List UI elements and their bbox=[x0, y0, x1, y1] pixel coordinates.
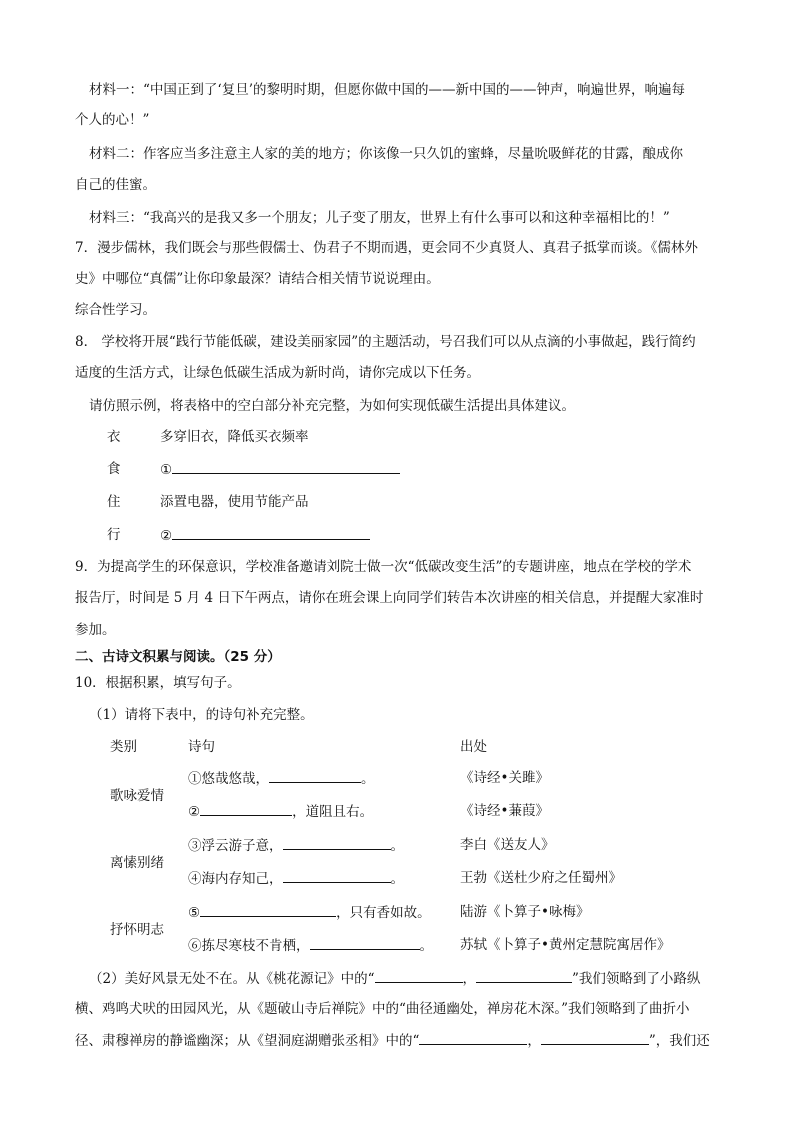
sub-2-line-3-text-a: 径、肃穆禅房的静谧幽深；从《望洞庭湖赠张丞相》中的“ bbox=[75, 1033, 420, 1049]
material-1-line-1: 材料一：“中国正到了‘复旦’的黎明时期，但愿你做中国的——新中国的——钟声，响遍世界，响遍每 bbox=[89, 82, 685, 98]
poem-row-1 bbox=[188, 768, 375, 789]
poem-row-2-pre: ② bbox=[188, 804, 201, 820]
category-aspiration: 抒怀明志 bbox=[110, 922, 164, 938]
question-10-sub-2-line-2: 横、鸡鸣犬吠的田园风光，从《题破山寺后禅院》中的“曲径通幽处，禅房花木深。”我们领略到了曲折小 bbox=[75, 1001, 690, 1017]
question-10-sub-1: （1）请将下表中，的诗句补充完整。 bbox=[89, 707, 314, 723]
question-8-instruction: 请仿照示例，将表格中的空白部分补充完整，为如何实现低碳生活提出具体建议。 bbox=[89, 398, 575, 414]
answer-blank-peach-1[interactable] bbox=[375, 968, 463, 983]
circled-number-1: ① bbox=[160, 462, 173, 478]
table-header-category: 类别 bbox=[110, 739, 137, 755]
question-9-line-1: 9．为提高学生的环保意识，学校准备邀请刘院士做一次“低碳改变生活”的专题讲座，地点在学校的学术 bbox=[75, 559, 692, 575]
question-10-sub-2-line-1 bbox=[89, 968, 700, 989]
poem-source-3: 李白《送友人》 bbox=[460, 837, 555, 853]
table-row-text-housing: 添置电器，使用节能产品 bbox=[160, 494, 309, 510]
answer-blank-food[interactable] bbox=[172, 459, 400, 474]
poem-row-6 bbox=[188, 935, 433, 956]
category-parting: 离愫别绪 bbox=[110, 855, 164, 871]
table-row-food-answer bbox=[160, 459, 400, 480]
material-1-line-2: 个人的心！” bbox=[75, 112, 150, 128]
poem-row-4 bbox=[188, 868, 404, 889]
answer-blank-dongting-1[interactable] bbox=[419, 1030, 527, 1045]
table-header-source: 出处 bbox=[460, 739, 487, 755]
table-row-cat-food: 食 bbox=[107, 461, 121, 477]
section-2-title: 二、古诗文积累与阅读。（25 分） bbox=[75, 649, 281, 665]
sub-2-line-1-text-c: ”我们领略到了小路纵 bbox=[572, 971, 701, 987]
poem-row-5-post: ，只有香如故。 bbox=[336, 905, 431, 921]
answer-blank-poem-3[interactable] bbox=[283, 835, 391, 850]
poem-row-1-pre: ①悠哉悠哉， bbox=[188, 771, 269, 787]
sub-2-line-1-text-a: （2）美好风景无处不在。从《桃花源记》中的“ bbox=[89, 971, 375, 987]
answer-blank-poem-1[interactable] bbox=[269, 768, 361, 783]
sub-2-line-3-text-b: ， bbox=[527, 1033, 541, 1049]
poem-row-3-post: 。 bbox=[390, 838, 404, 854]
poem-row-4-pre: ④海内存知己， bbox=[188, 871, 283, 887]
material-3-line-1: 材料三：“我高兴的是我又多一个朋友；儿子变了朋友，世界上有什么事可以和这种幸福相比的！” bbox=[89, 210, 670, 226]
poem-row-3-pre: ③浮云游子意， bbox=[188, 838, 283, 854]
poem-source-5: 陆游《卜算子•咏梅》 bbox=[460, 904, 590, 920]
table-row-cat-travel: 行 bbox=[107, 527, 121, 543]
question-8-line-1: 8． 学校将开展“践行节能低碳，建设美丽家园”的主题活动，号召我们可以从点滴的小事做起，践行简约 bbox=[75, 334, 696, 350]
poem-source-2: 《诗经•蒹葭》 bbox=[460, 803, 549, 819]
question-7-line-2: 史》中哪位“真儒”让你印象最深？请结合相关情节说说理由。 bbox=[75, 271, 440, 287]
answer-blank-travel[interactable] bbox=[172, 525, 370, 540]
category-love: 歌咏爱情 bbox=[110, 788, 164, 804]
sub-2-line-1-text-b: ， bbox=[462, 971, 476, 987]
answer-blank-poem-6[interactable] bbox=[310, 935, 420, 950]
poem-source-6: 苏轼《卜算子•黄州定慧院寓居作》 bbox=[460, 937, 671, 953]
question-10-sub-2-line-3 bbox=[75, 1030, 710, 1051]
sub-2-line-3-text-c: ”，我们还 bbox=[648, 1033, 710, 1049]
table-row-cat-clothing: 衣 bbox=[107, 429, 121, 445]
section-comprehensive-study: 综合性学习。 bbox=[75, 302, 156, 318]
answer-blank-peach-2[interactable] bbox=[476, 968, 572, 983]
poem-row-3 bbox=[188, 835, 404, 856]
table-header-poem: 诗句 bbox=[188, 739, 215, 755]
poem-source-4: 王勃《送杜少府之任蜀州》 bbox=[460, 870, 622, 886]
poem-row-2-post: ，道阻且右。 bbox=[292, 804, 374, 820]
question-9-line-2: 报告厅，时间是 5 月 4 日下午两点，请你在班会课上向同学们转告本次讲座的相关信息，并提醒大家准时 bbox=[75, 590, 704, 606]
answer-blank-poem-5[interactable] bbox=[200, 902, 336, 917]
table-row-text-clothing: 多穿旧衣，降低买衣频率 bbox=[160, 429, 309, 445]
poem-row-4-post: 。 bbox=[390, 871, 404, 887]
table-row-cat-housing: 住 bbox=[107, 494, 121, 510]
answer-blank-poem-4[interactable] bbox=[283, 868, 391, 883]
question-10-title: 10．根据积累，填写句子。 bbox=[75, 675, 241, 691]
poem-row-5 bbox=[188, 902, 431, 923]
question-8-line-2: 适度的生活方式，让绿色低碳生活成为新时尚，请你完成以下任务。 bbox=[75, 365, 480, 381]
poem-row-5-pre: ⑤ bbox=[188, 905, 201, 921]
poem-row-1-post: 。 bbox=[361, 771, 375, 787]
material-2-line-1: 材料二：作客应当多注意主人家的美的地方；你该像一只久饥的蜜蜂，尽量吮吸鲜花的甘露，酿成你 bbox=[89, 146, 683, 162]
material-2-line-2: 自己的佳蜜。 bbox=[75, 177, 156, 193]
table-row-travel-answer bbox=[160, 525, 370, 546]
poem-source-1: 《诗经•关雎》 bbox=[460, 770, 549, 786]
question-7-line-1: 7．漫步儒林，我们既会与那些假儒士、伪君子不期而遇，更会同不少真贤人、真君子抵掌而谈。《儒林外 bbox=[75, 240, 698, 256]
answer-blank-dongting-2[interactable] bbox=[541, 1030, 649, 1045]
question-9-line-3: 参加。 bbox=[75, 622, 116, 638]
poem-row-6-pre: ⑥拣尽寒枝不肯栖， bbox=[188, 938, 310, 954]
poem-row-6-post: 。 bbox=[419, 938, 433, 954]
circled-number-2: ② bbox=[160, 528, 173, 544]
poem-row-2 bbox=[188, 801, 373, 822]
answer-blank-poem-2[interactable] bbox=[200, 801, 292, 816]
